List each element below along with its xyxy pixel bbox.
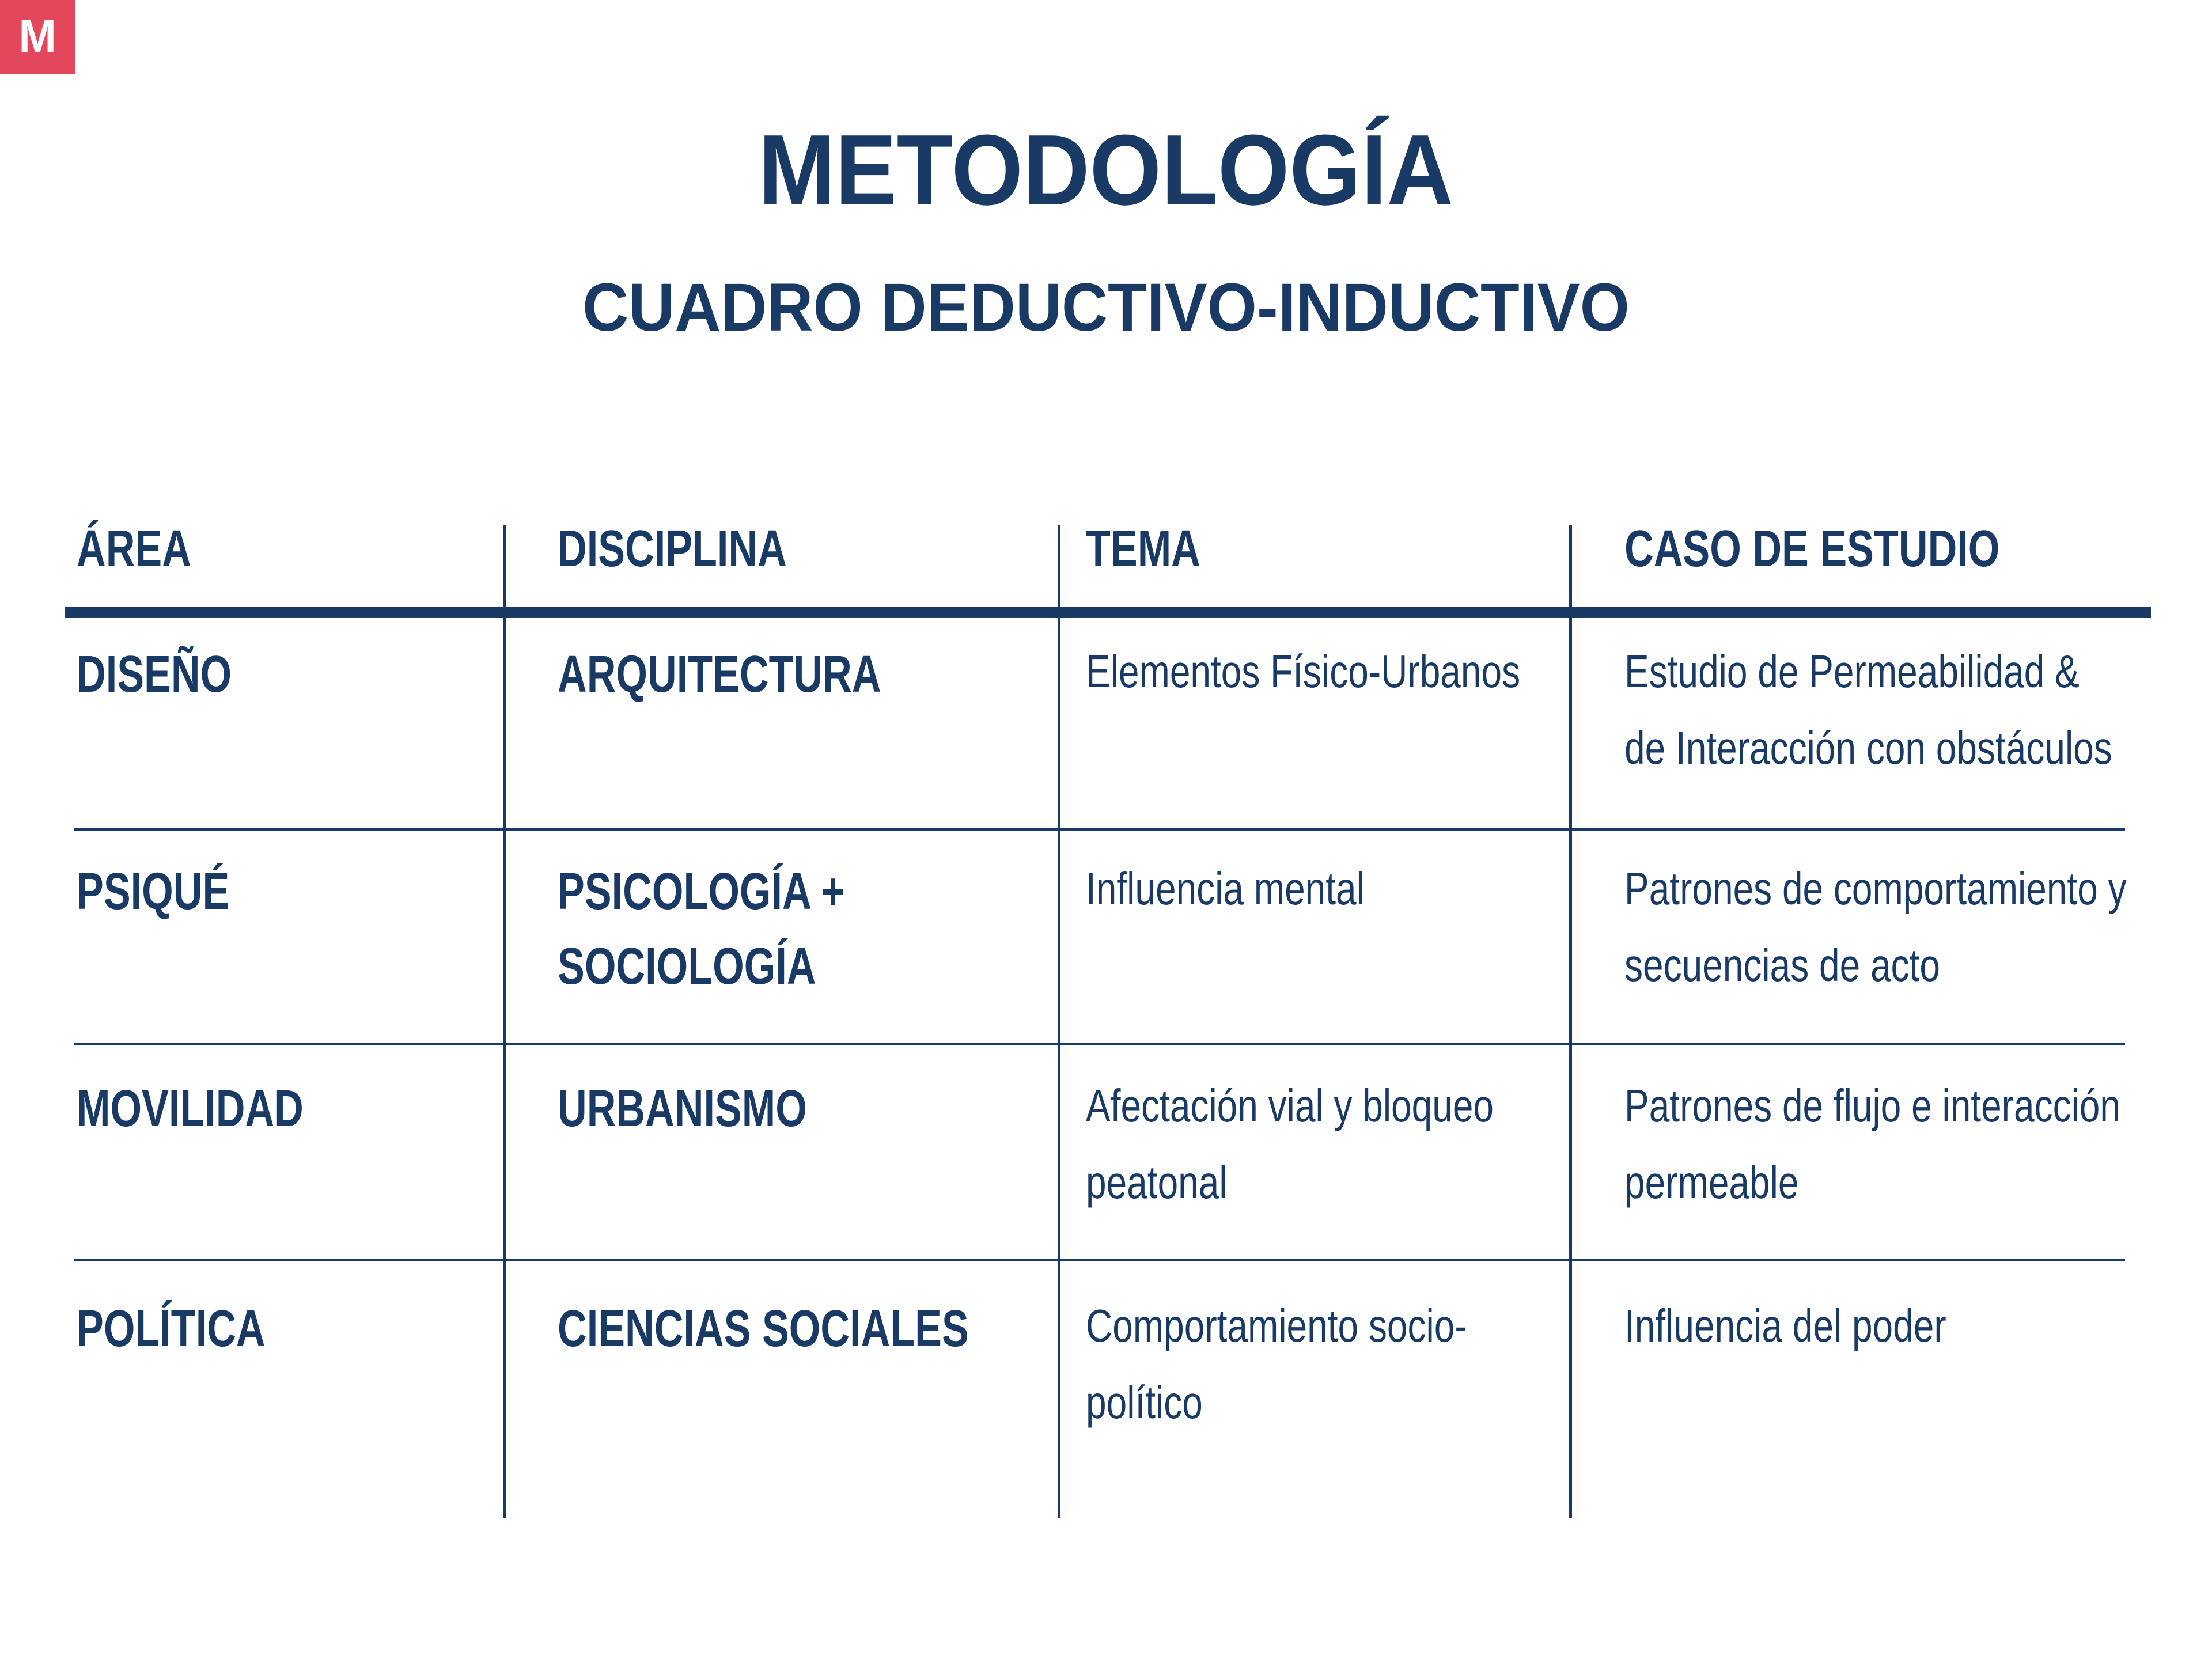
column-header-caso-de-estudio: CASO DE ESTUDIO bbox=[1624, 520, 2000, 578]
cell-disciplina-row3: URBANISMO bbox=[558, 1080, 807, 1138]
cell-caso-row2: Patrones de comportamiento y secuencias de acto bbox=[1624, 863, 2127, 991]
cell-disciplina-row4: CIENCIAS SOCIALES bbox=[558, 1300, 969, 1358]
cell-disciplina-row2: PSICOLOGÍA + SOCIOLOGÍA bbox=[558, 863, 845, 995]
cell-area-row1: DISEÑO bbox=[77, 646, 232, 703]
cell-tema-row1: Elementos Físico-Urbanos bbox=[1086, 646, 1521, 697]
column-divider-1 bbox=[503, 525, 506, 1518]
cell-tema-row3: Afectación vial y bloqueo peatonal bbox=[1086, 1080, 1494, 1208]
logo-badge[interactable] bbox=[0, 0, 75, 74]
cell-caso-row4: Influencia del poder bbox=[1624, 1300, 1946, 1351]
page-title bbox=[0, 113, 2212, 226]
cell-area-row4: POLÍTICA bbox=[77, 1300, 266, 1358]
row-divider-2 bbox=[74, 1043, 2125, 1045]
row-divider-3 bbox=[74, 1259, 2125, 1261]
page-subtitle bbox=[0, 270, 2212, 346]
cell-caso-row3: Patrones de flujo e interacción permeable bbox=[1624, 1080, 2120, 1208]
column-header-area: ÁREA bbox=[77, 520, 191, 578]
logo-letter: M bbox=[18, 10, 56, 63]
cell-disciplina-row1: ARQUITECTURA bbox=[558, 646, 881, 703]
cell-caso-row1: Estudio de Permeabilidad & de Interacción con obstáculos bbox=[1624, 646, 2112, 774]
cell-tema-row2: Influencia mental bbox=[1086, 863, 1365, 914]
row-divider-1 bbox=[74, 828, 2125, 831]
cell-area-row2: PSIQUÉ bbox=[77, 863, 230, 920]
cell-area-row3: MOVILIDAD bbox=[77, 1080, 304, 1138]
page-title-text: METODOLOGÍA bbox=[758, 113, 1454, 226]
page-subtitle-text: CUADRO DEDUCTIVO-INDUCTIVO bbox=[582, 270, 1630, 346]
cell-tema-row4: Comportamiento socio- político bbox=[1086, 1300, 1467, 1428]
column-header-disciplina: DISCIPLINA bbox=[558, 520, 787, 578]
column-header-tema: TEMA bbox=[1086, 520, 1200, 578]
header-rule bbox=[65, 607, 2151, 618]
